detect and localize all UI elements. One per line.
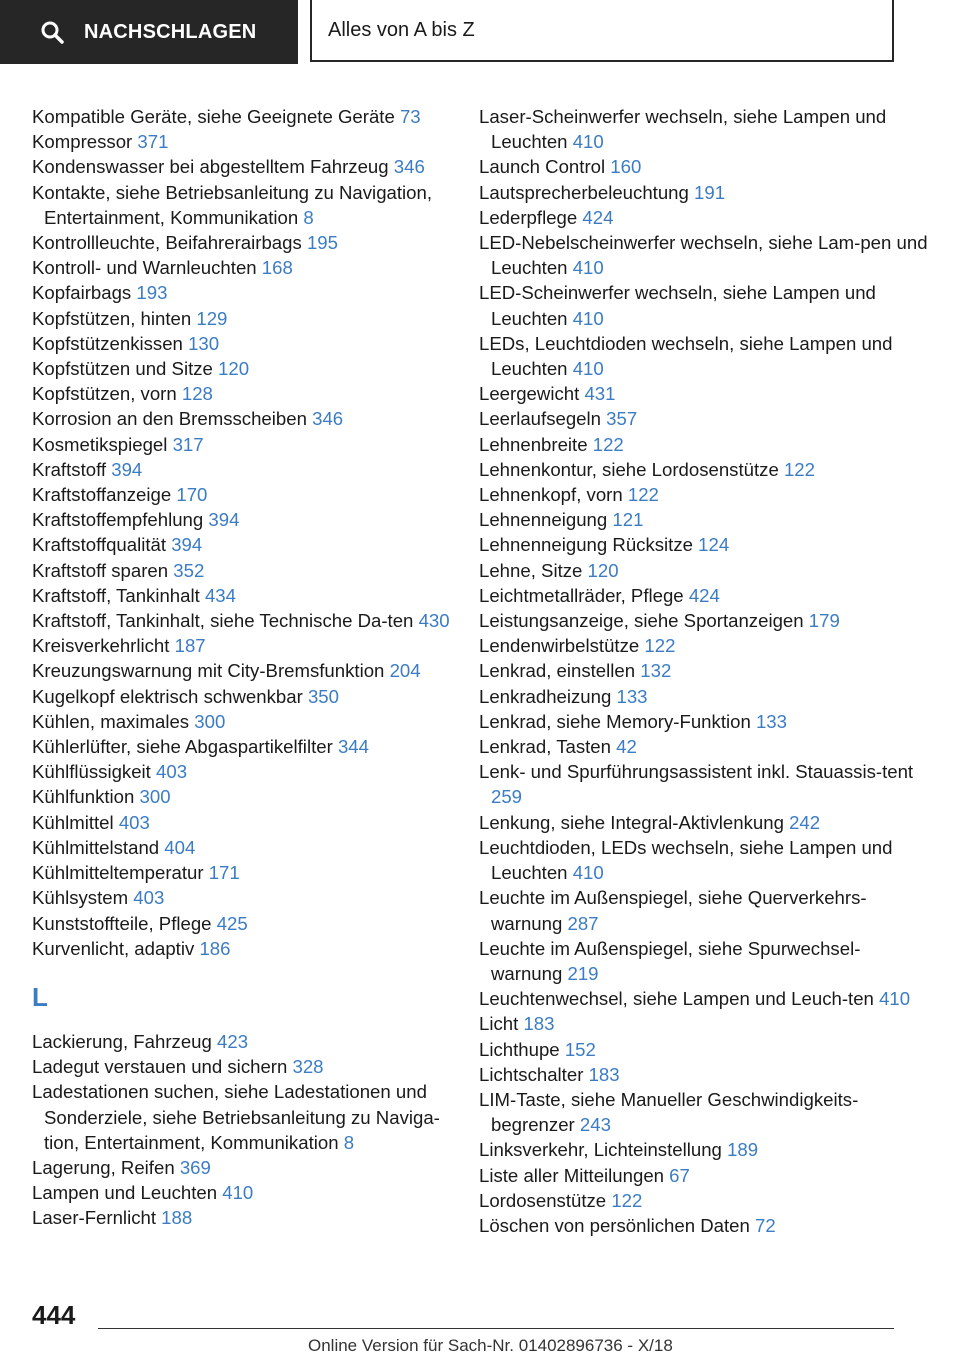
index-entry-page-link[interactable]: 122 (592, 433, 624, 455)
index-entry-page-link[interactable]: 122 (611, 1189, 643, 1211)
index-entry (479, 457, 929, 482)
index-entry (479, 885, 929, 935)
index-entry-page-link[interactable]: 183 (588, 1063, 620, 1085)
index-entry (32, 1054, 472, 1079)
index-entry-page-link[interactable]: 403 (156, 761, 188, 783)
index-entry (32, 608, 472, 633)
index-entry-term: LED-Scheinwerfer wechseln, siehe Lampen und Leuchten (479, 282, 876, 329)
index-entry-term: Lautsprecherbeleuchtung (479, 181, 695, 203)
index-entry-page-link[interactable]: 189 (727, 1139, 759, 1161)
index-entry-term: Kontroll- und Warnleuchten (32, 257, 262, 279)
index-entry (32, 306, 472, 331)
index-entry-term: Leuchtenwechsel, siehe Lampen und Leuch-ten (479, 988, 880, 1010)
index-entry-page-link[interactable]: 193 (136, 282, 168, 304)
index-entry-term: Lordosenstütze (479, 1189, 612, 1211)
index-entry-term: Lehnenkontur, siehe Lordosenstütze (479, 458, 784, 480)
index-entry-term: Kühlmittel (32, 811, 119, 833)
index-entry (32, 356, 472, 381)
index-entry-page-link[interactable]: 423 (217, 1030, 249, 1052)
index-entry-term: Kondenswasser bei abgestelltem Fahrzeug (32, 156, 394, 178)
index-entry-page-link[interactable]: 186 (199, 937, 231, 959)
index-entry (479, 381, 929, 406)
index-group-k (32, 104, 472, 961)
index-entry-page-link[interactable]: 430 (418, 610, 450, 632)
index-entry-term: Kühlflüssigkeit (32, 761, 157, 783)
index-entry-term: Leuchte im Außenspiegel, siehe Querverkehrs-warnung (479, 887, 867, 934)
index-entry-term: Leerlaufsegeln (479, 408, 607, 430)
index-entry (32, 280, 472, 305)
index-entry (479, 583, 929, 608)
index-entry (32, 432, 472, 457)
index-entry (479, 734, 929, 759)
index-group-l (32, 1029, 472, 1231)
index-entry-term: Lehne, Sitze (479, 559, 588, 581)
index-entry-page-link[interactable]: 130 (188, 332, 220, 354)
index-entry-term: Kraftstoffanzeige (32, 484, 177, 506)
index-entry (479, 835, 929, 885)
index-entry-term: LEDs, Leuchtdioden wechseln, siehe Lampen und Leuchten (479, 332, 893, 380)
index-entry (32, 810, 472, 835)
index-entry (479, 507, 929, 532)
index-entry-term: Kraftstoffempfehlung (32, 509, 209, 531)
index-entry-term: Kopfstützenkissen (32, 332, 189, 354)
index-entry-page-link[interactable]: 122 (644, 635, 676, 657)
index-entry-page-link[interactable]: 120 (587, 559, 619, 581)
index-entry (479, 1213, 929, 1238)
index-entry-page-link[interactable]: 369 (179, 1156, 211, 1178)
index-entry-page-link[interactable]: 434 (204, 584, 236, 606)
index-entry (32, 457, 472, 482)
index-entry-page-link[interactable]: 179 (808, 610, 840, 632)
index-entry (32, 507, 472, 532)
index-entry-page-link[interactable]: 120 (218, 358, 250, 380)
index-entry-term: Lagerung, Reifen (32, 1156, 180, 1178)
index-entry-term: Kraftstoff sparen (32, 559, 174, 581)
index-entry (32, 734, 472, 759)
index-entry-page-link[interactable]: 152 (564, 1038, 596, 1060)
index-entry-page-link[interactable]: 346 (393, 156, 425, 178)
index-entry-page-link[interactable]: 133 (616, 685, 648, 707)
index-entry-term: Kompressor (32, 131, 138, 153)
index-entry (479, 1062, 929, 1087)
index-entry-term: Kraftstoffqualität (32, 534, 172, 556)
index-entry-page-link[interactable]: 128 (181, 383, 213, 405)
index-entry-term: Kreisverkehrlicht (32, 635, 175, 657)
index-entry-term: LED-Nebelscheinwerfer wechseln, siehe Lam-pen und Leuchten (479, 232, 928, 279)
index-entry-page-link[interactable]: 122 (627, 484, 659, 506)
index-entry (32, 482, 472, 507)
index-entry-term: Kontakte, siehe Betriebsanleitung zu Navigation, Entertainment, Kommunikation (32, 181, 433, 228)
index-entry-term: Lehnenkopf, vorn (479, 484, 628, 506)
index-column-left (32, 104, 472, 1231)
index-entry-page-link[interactable]: 300 (139, 786, 171, 808)
index-entry-page-link[interactable]: 204 (389, 660, 421, 682)
index-entry-term: Lederpflege (479, 206, 583, 228)
index-entry-term: Lehnenneigung (479, 509, 613, 531)
index-entry-term: Kraftstoff, Tankinhalt, siehe Technische Da-ten (32, 610, 419, 632)
index-entry-term: Lichtschalter (479, 1063, 589, 1085)
index-entry (479, 482, 929, 507)
index-entry (479, 1087, 929, 1137)
index-entry-page-link[interactable]: 121 (612, 509, 644, 531)
index-entry-page-link[interactable]: 129 (196, 307, 228, 329)
index-entry (32, 1029, 472, 1054)
index-entry (32, 583, 472, 608)
index-entry-page-link[interactable]: 352 (173, 559, 205, 581)
section-title: Alles von A bis Z (328, 18, 475, 41)
index-entry (479, 280, 929, 330)
index-entry-page-link[interactable]: 394 (111, 458, 143, 480)
index-entry (32, 1155, 472, 1180)
index-entry-term: Kühlen, maximales (32, 710, 195, 732)
index-entry (479, 1163, 929, 1188)
index-entry-page-link[interactable]: 187 (174, 635, 206, 657)
index-entry-page-link[interactable]: 171 (208, 862, 240, 884)
index-entry (479, 406, 929, 431)
index-entry (32, 1180, 472, 1205)
index-entry (32, 558, 472, 583)
index-entry (479, 658, 929, 683)
index-entry-term: Korrosion an den Bremsscheiben (32, 408, 313, 430)
top-navigation-bar (0, 0, 960, 66)
footer-version-text: Online Version für Sach-Nr. 01402896736 - X/18 (308, 1336, 673, 1355)
index-entry-page-link[interactable]: 403 (118, 811, 150, 833)
index-entry (479, 205, 929, 230)
index-entry (32, 532, 472, 557)
index-column-right (479, 104, 929, 1238)
index-entry (32, 331, 472, 356)
index-entry (479, 1188, 929, 1213)
index-entry (479, 558, 929, 583)
index-entry-term: Kopfairbags (32, 282, 137, 304)
index-entry-term: Laser-Scheinwerfer wechseln, siehe Lampen und Leuchten (479, 106, 887, 153)
index-entry-term: Kontrollleuchte, Beifahrerairbags (32, 232, 307, 254)
index-entry-page-link[interactable]: 191 (694, 181, 726, 203)
index-entry-page-link[interactable]: 72 (755, 1214, 776, 1236)
index-entry-page-link[interactable]: 425 (216, 912, 248, 934)
index-entry-page-link[interactable]: 195 (306, 232, 338, 254)
index-entry-page-link[interactable]: 410 (222, 1182, 254, 1204)
index-entry (479, 230, 929, 280)
index-entry-page-link[interactable]: 67 (669, 1164, 690, 1186)
index-entry-page-link[interactable]: 124 (698, 534, 730, 556)
index-entry-term: Kopfstützen, vorn (32, 383, 182, 405)
index-entry-page-link[interactable]: 42 (616, 736, 637, 758)
index-entry (479, 684, 929, 709)
index-entry-term: Liste aller Mitteilungen (479, 1164, 670, 1186)
index-entry (32, 911, 472, 936)
search-tab-label: NACHSCHLAGEN (84, 20, 257, 43)
index-entry (479, 1037, 929, 1062)
index-entry-page-link[interactable]: 410 (572, 307, 604, 329)
index-entry (32, 1205, 472, 1230)
index-entry (32, 104, 472, 129)
index-entry-term: Ladestationen suchen, siehe Ladestationen und Sonderziele, siehe Betriebsanleitung zu Naviga-tion, Entertainment, Kommunikation (32, 1081, 440, 1153)
index-entry (479, 1137, 929, 1162)
index-entry (32, 709, 472, 734)
index-entry (32, 255, 472, 280)
index-entry (479, 331, 929, 381)
page-number: 444 (32, 1300, 76, 1330)
index-entry-term: Lampen und Leuchten (32, 1182, 223, 1204)
index-entry (32, 684, 472, 709)
index-entry (479, 810, 929, 835)
index-entry (32, 835, 472, 860)
index-entry-page-link[interactable]: 350 (307, 685, 339, 707)
index-entry-page-link[interactable]: 394 (171, 534, 203, 556)
index-entry-term: Löschen von persönlichen Daten (479, 1214, 755, 1236)
index-entry (32, 936, 472, 961)
index-entry (32, 406, 472, 431)
index-entry-page-link[interactable]: 317 (172, 433, 204, 455)
index-entry-term: Lenkrad, siehe Memory-Funktion (479, 710, 756, 732)
index-entry (479, 532, 929, 557)
index-entry (479, 180, 929, 205)
index-entry-page-link[interactable]: 219 (567, 962, 599, 984)
index-entry (32, 154, 472, 179)
search-tab[interactable] (0, 0, 298, 64)
index-entry-page-link[interactable]: 410 (572, 358, 604, 380)
index-entry-term: Kopfstützen und Sitze (32, 358, 219, 380)
index-entry (479, 608, 929, 633)
index-entry-page-link[interactable]: 8 (303, 206, 314, 228)
index-entry-term: Lenkradheizung (479, 685, 617, 707)
index-entry-page-link[interactable]: 410 (572, 131, 604, 153)
index-entry-page-link[interactable]: 431 (584, 383, 616, 405)
index-entry-term: Kompatible Geräte, siehe Geeignete Geräte (32, 106, 400, 127)
index-entry (479, 936, 929, 986)
index-entry-page-link[interactable]: 287 (567, 912, 599, 934)
index-entry-page-link[interactable]: 410 (572, 257, 604, 279)
index-entry-term: Lehnenbreite (479, 433, 593, 455)
index-entry-page-link[interactable]: 371 (137, 131, 169, 153)
index-entry-term: Kühlfunktion (32, 786, 140, 808)
index-entry-page-link[interactable]: 410 (879, 988, 911, 1010)
index-entry (32, 1079, 472, 1155)
index-entry-term: Lichthupe (479, 1038, 565, 1060)
index-entry-page-link[interactable]: 424 (688, 584, 720, 606)
index-entry-term: Licht (479, 1013, 524, 1035)
index-entry (479, 154, 929, 179)
index-entry-page-link[interactable]: 183 (523, 1013, 555, 1035)
index-entry-term: LIM-Taste, siehe Manueller Geschwindigkeits-begrenzer (479, 1088, 859, 1136)
index-entry (32, 633, 472, 658)
index-entry-page-link[interactable]: 424 (582, 206, 614, 228)
index-entry-term: Leuchte im Außenspiegel, siehe Spurwechsel-warnung (479, 937, 861, 984)
index-entry-page-link[interactable]: 403 (133, 887, 165, 909)
index-entry-term: Kühlerlüfter, siehe Abgaspartikelfilter (32, 736, 338, 758)
index-entry-term: Kreuzungswarnung mit City-Bremsfunktion (32, 660, 390, 682)
index-entry-page-link[interactable]: 168 (261, 257, 293, 279)
index-entry-page-link[interactable]: 410 (572, 862, 604, 884)
index-entry-term: Linksverkehr, Lichteinstellung (479, 1139, 728, 1161)
index-entry-term: Lenkung, siehe Integral-Aktivlenkung (479, 811, 790, 833)
index-entry (32, 860, 472, 885)
index-entry-page-link[interactable]: 132 (640, 660, 672, 682)
index-entry (32, 381, 472, 406)
index-entry-page-link[interactable]: 404 (164, 836, 196, 858)
index-entry-page-link[interactable]: 73 (399, 106, 421, 127)
index-entry-page-link[interactable]: 328 (292, 1056, 324, 1078)
index-entry-page-link[interactable]: 188 (161, 1207, 193, 1229)
index-entry-page-link[interactable]: 170 (176, 484, 208, 506)
index-entry-term: Ladegut verstauen und sichern (32, 1056, 293, 1078)
index-entry-term: Kraftstoff (32, 458, 112, 480)
index-entry-page-link[interactable]: 394 (208, 509, 240, 531)
index-entry-term: Kosmetikspiegel (32, 433, 173, 455)
index-entry-page-link[interactable]: 160 (610, 156, 642, 178)
index-letter-heading: L (32, 981, 48, 1012)
index-entry (479, 709, 929, 734)
index-entry (32, 180, 472, 230)
index-entry-term: Kurvenlicht, adaptiv (32, 937, 200, 959)
search-icon (40, 20, 64, 44)
index-entry-term: Laser-Fernlicht (32, 1207, 162, 1229)
index-entry-term: Lenk- und Spurführungsassistent inkl. Stauassis-tent (479, 761, 914, 783)
index-entry (32, 885, 472, 910)
index-entry-term: Leichtmetallräder, Pflege (479, 584, 689, 606)
index-entry (479, 633, 929, 658)
index-entry (32, 658, 472, 683)
footer-divider (98, 1328, 894, 1329)
section-title-tab[interactable] (310, 0, 894, 62)
index-entry-term: Kühlsystem (32, 887, 134, 909)
index-entry-page-link[interactable]: 242 (789, 811, 821, 833)
index-entry-page-link[interactable]: 243 (579, 1114, 611, 1136)
index-entry-term: Lenkrad, Tasten (479, 736, 617, 758)
index-entry (479, 759, 929, 809)
index-entry-page-link[interactable]: 357 (606, 408, 638, 430)
index-entry-term: Leistungsanzeige, siehe Sportanzeigen (479, 610, 809, 632)
index-entry (32, 230, 472, 255)
index-entry-page-link[interactable]: 346 (312, 408, 344, 430)
index-entry-term: Kunststoffteile, Pflege (32, 912, 217, 934)
index-entry-page-link[interactable]: 133 (755, 710, 787, 732)
index-entry-page-link[interactable]: 300 (194, 710, 226, 732)
index-entry-term: Leergewicht (479, 383, 585, 405)
index-entry-term: Leuchtdioden, LEDs wechseln, siehe Lampen und Leuchten (479, 836, 893, 884)
index-entry-term: Lackierung, Fahrzeug (32, 1030, 218, 1052)
index-entry (479, 432, 929, 457)
index-entry-term: Kraftstoff, Tankinhalt (32, 584, 205, 606)
index-entry-page-link[interactable]: 259 (491, 786, 523, 808)
index-entry-page-link[interactable]: 122 (783, 458, 815, 480)
index-entry (479, 986, 929, 1011)
index-entry-term: Kopfstützen, hinten (32, 307, 197, 329)
index-entry (479, 104, 929, 154)
index-entry (32, 129, 472, 154)
index-entry-term: Lendenwirbelstütze (479, 635, 645, 657)
index-entry-term: Lehnenneigung Rücksitze (479, 534, 699, 556)
index-entry-term: Launch Control (479, 156, 611, 178)
index-entry-page-link[interactable]: 344 (337, 736, 369, 758)
index-entry-term: Kugelkopf elektrisch schwenkbar (32, 685, 308, 707)
index-entry-page-link[interactable]: 8 (343, 1131, 355, 1153)
index-entry (32, 784, 472, 809)
index-entry-term: Kühlmittelstand (32, 836, 165, 858)
index-entry (479, 1011, 929, 1036)
index-entry-term: Kühlmitteltemperatur (32, 862, 209, 884)
index-entry-term: Lenkrad, einstellen (479, 660, 641, 682)
index-entry (32, 759, 472, 784)
